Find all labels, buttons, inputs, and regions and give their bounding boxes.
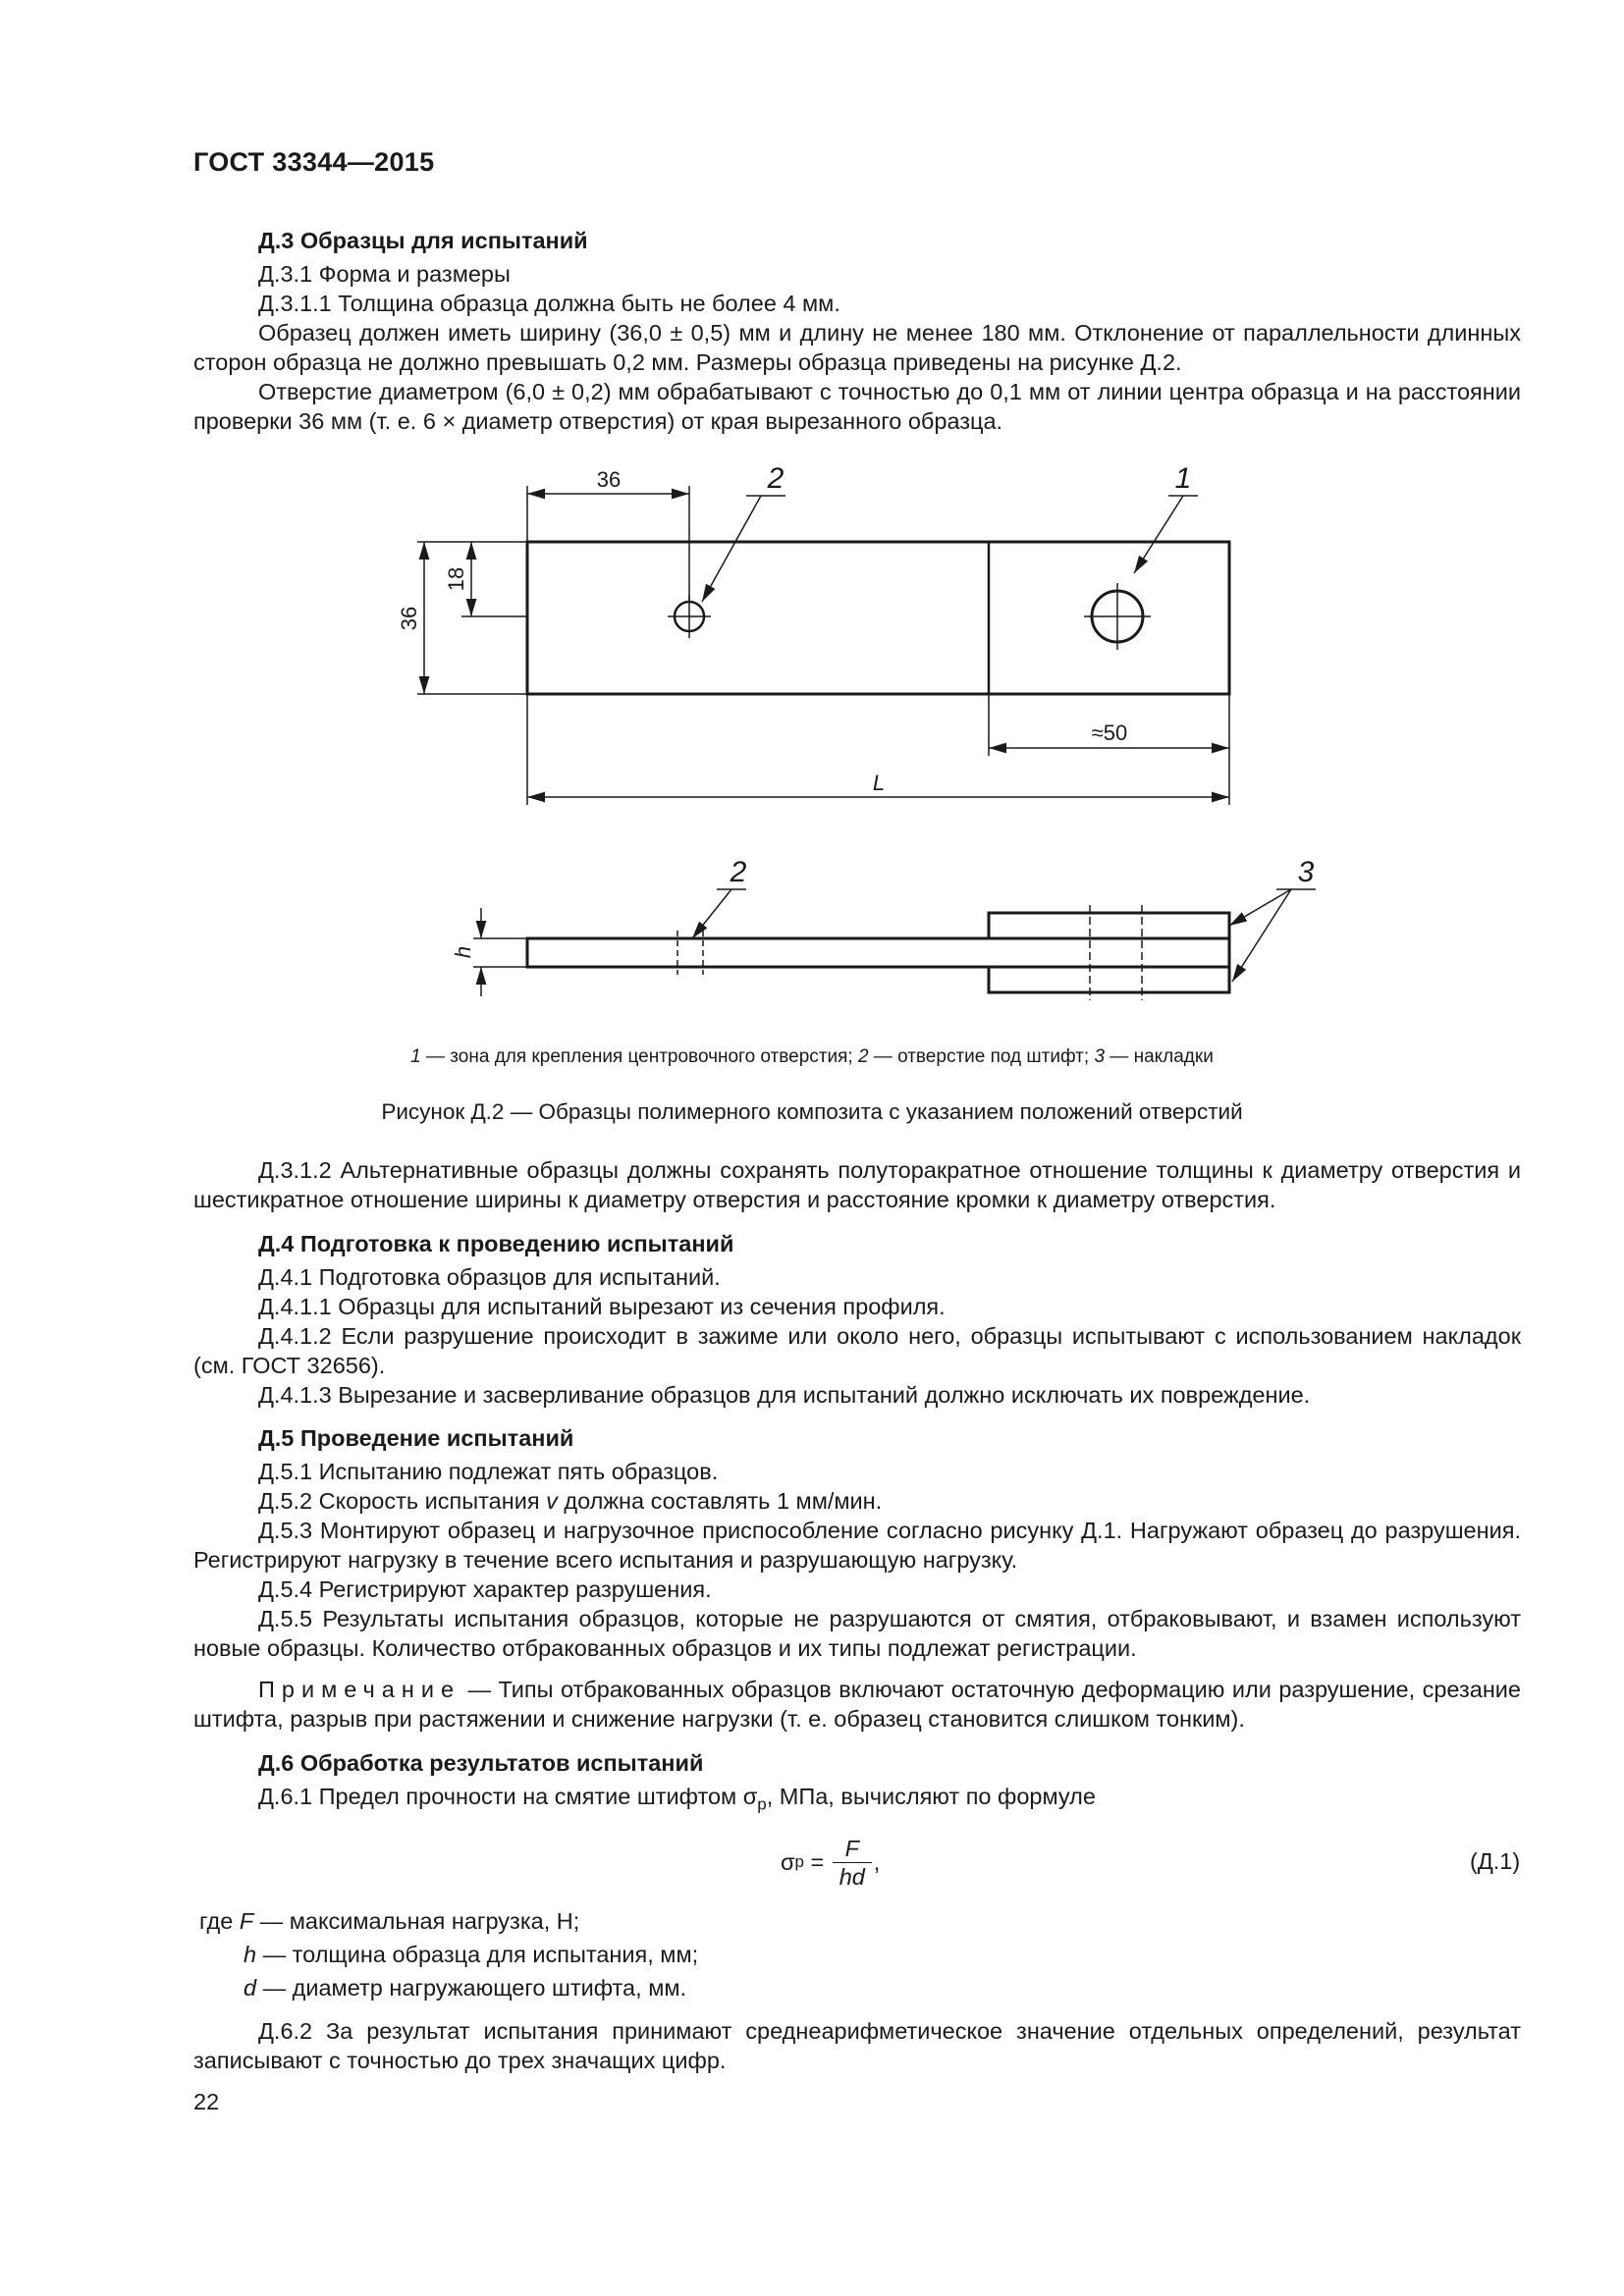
note: Примечание — Типы отбракованных образцов включают остаточную деформацию или разрушение, срезание штифта, разрыв при растяжении и снижение нагрузки (т. е. образец становится слишком тонким). <box>193 1677 1521 1732</box>
para-d3-hole: Отверстие диаметром (6,0 ± 0,2) мм обрабатывают с точностью до 0,1 мм от линии центра образца и на расстоянии проверки 36 мм (т. е. 6 × диаметр отверстия) от края вырезанного образца. <box>193 379 1521 434</box>
tab-lower <box>989 967 1229 992</box>
formula-d1: σ p = F hd , <box>781 1835 881 1890</box>
legend-num-2: 2 <box>857 1046 869 1067</box>
para-d4-1-1: Д.4.1.1 Образцы для испытаний вырезают из сечения профиля. <box>258 1294 946 1319</box>
where-h: h — толщина образца для испытания, мм; <box>244 1942 699 1967</box>
formula-ref: (Д.1) <box>1470 1848 1521 1874</box>
section-d3-title: Д.3 Образцы для испытаний <box>258 228 588 253</box>
dim-50: ≈50 <box>1091 721 1128 745</box>
leader-3b <box>1232 889 1291 982</box>
para-d4-1-2: Д.4.1.2 Если разрушение происходит в зажиме или около него, образцы испытывают с использованием накладок (см. ГОСТ 32656). <box>193 1323 1521 1378</box>
where-d: d — диаметр нагружающего штифта, мм. <box>244 1975 687 2001</box>
para-d5-2: Д.5.2 Скорость испытания v должна составлять 1 мм/мин. <box>258 1488 883 1514</box>
para-d5-3: Д.5.3 Монтируют образец и нагрузочное приспособление согласно рисунку Д.1. Нагружают образец до разрушения. Регистрируют нагрузку в течение всего испытания и разрушающую нагрузку. <box>193 1518 1521 1573</box>
legend-num-1: 1 <box>410 1046 421 1067</box>
formula-fraction: F hd <box>833 1835 872 1891</box>
page-number: 22 <box>193 2089 220 2114</box>
dim-h: h <box>451 945 475 959</box>
label-1: 1 <box>1174 462 1192 495</box>
section-d5-title: Д.5 Проведение испытаний <box>258 1425 574 1451</box>
para-d3-1-2: Д.3.1.2 Альтернативные образцы должны сохранять полуторакратное отношение толщины к диаметру отверстия и шестикратное отношение ширины к диаметру отверстия и расстояние кромки к диаметру отверстия. <box>193 1157 1521 1212</box>
tab-upper <box>989 913 1229 938</box>
dim-36-top: 36 <box>596 467 622 492</box>
dim-18: 18 <box>444 566 468 592</box>
label-3: 3 <box>1297 856 1315 888</box>
leader-1 <box>1134 496 1183 573</box>
para-d6-1: Д.6.1 Предел прочности на смятие штифтом $\sigma_p$, МПа, вычисляют по формуле <box>258 1784 1096 1814</box>
section-d6-title: Д.6 Обработка результатов испытаний <box>258 1750 704 1776</box>
dim-36-left: 36 <box>397 606 421 631</box>
specimen-top-view <box>527 542 1229 694</box>
where-f: где F — максимальная нагрузка, Н; <box>199 1908 580 1934</box>
section-d4-title: Д.4 Подготовка к проведению испытаний <box>258 1231 734 1256</box>
figure-legend: 1 — зона для крепления центровочного отверстия; 2 — отверстие под штифт; 3 — накладки <box>410 1046 1214 1067</box>
label-2-top: 2 <box>767 462 785 495</box>
leader-2-top <box>702 496 761 602</box>
legend-num-3: 3 <box>1094 1046 1106 1067</box>
document-header: ГОСТ 33344—2015 <box>193 147 435 177</box>
specimen-drawing <box>0 452 1624 1041</box>
para-d5-4: Д.5.4 Регистрируют характер разрушения. <box>258 1576 712 1602</box>
para-d4-1: Д.4.1 Подготовка образцов для испытаний. <box>258 1264 721 1290</box>
figure-caption: Рисунок Д.2 — Образцы полимерного композита с указанием положений отверстий <box>381 1099 1243 1124</box>
dim-L: L <box>872 771 886 795</box>
para-d3-1: Д.3.1 Форма и размеры <box>258 261 511 287</box>
para-d5-1: Д.5.1 Испытанию подлежат пять образцов. <box>258 1459 719 1484</box>
para-d3-dimensions: Образец должен иметь ширину (36,0 ± 0,5) мм и длину не менее 180 мм. Отклонение от параллельности длинных сторон образца не должно превышать 0,2 мм. Размеры образца приведены на рисунке Д.2. <box>193 320 1521 375</box>
leader-2-bottom <box>692 889 731 938</box>
leader-3a <box>1229 889 1291 926</box>
para-d4-1-3: Д.4.1.3 Вырезание и засверливание образцов для испытаний должно исключать их повреждение. <box>258 1382 1311 1408</box>
label-2-bottom: 2 <box>730 856 747 888</box>
para-d6-2: Д.6.2 За результат испытания принимают среднеарифметическое значение отдельных определений, результат записывают с точностью до трех значащих цифр. <box>193 2018 1521 2073</box>
note-label: Примечание <box>258 1677 461 1702</box>
para-d3-1-1: Д.3.1.1 Толщина образца должна быть не более 4 мм. <box>258 291 840 316</box>
specimen-side-view <box>527 938 1229 967</box>
para-d5-5: Д.5.5 Результаты испытания образцов, которые не разрушаются от смятия, отбраковывают, и взамен используют новые образцы. Количество отбракованных образцов и их типы подлежат регистрации. <box>193 1606 1521 1661</box>
